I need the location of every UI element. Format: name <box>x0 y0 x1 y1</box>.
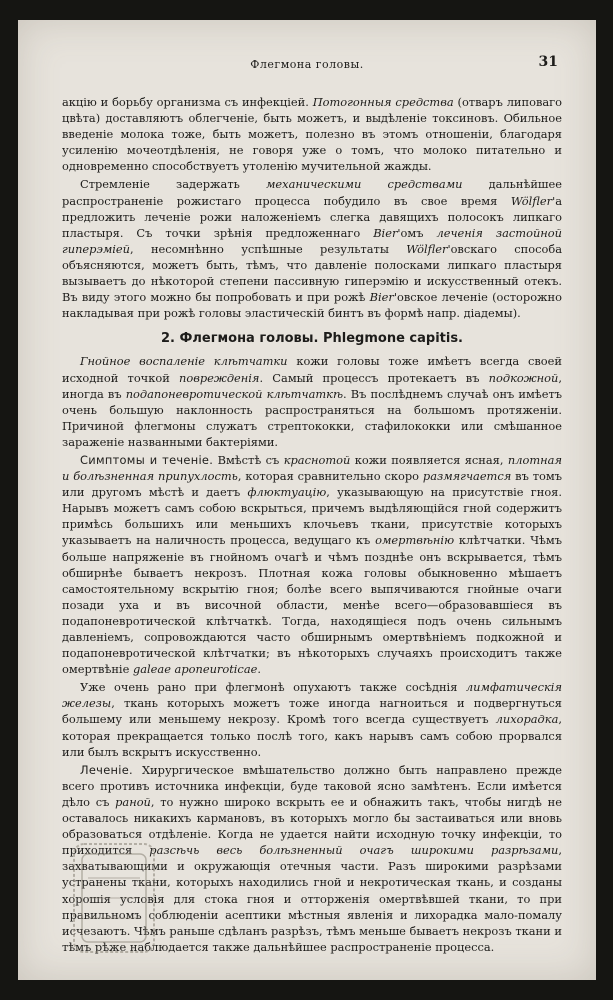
emphasis: леченія застойной гиперэміей <box>62 225 562 256</box>
text-run: . <box>257 662 261 677</box>
text-run: 'овскаго способа объясняются, можетъ быть, тѣмъ, что давленіе полосками липкаго пластыря вызываетъ до нѣкоторой степени пассивную гиперэмію и искусственный отекъ. Въ виду этого можно бы попробовать и при рожѣ <box>62 241 562 305</box>
emphasis: разсѣчь весь болѣзненный очагъ широкими разрѣзами <box>149 843 559 858</box>
paragraph <box>62 94 562 174</box>
page-header <box>18 54 596 82</box>
subsection-heading: Симптомы и теченіе. <box>80 452 214 467</box>
text-run: 'омъ <box>397 225 437 240</box>
text-run: клѣтчатки. Чѣмъ больше напряженіе въ гнойномъ очагѣ и чѣмъ позднѣе онъ вскрывается, тѣмъ обширнѣе бываетъ некрозъ. Плотная кожа головы обыкновенно мѣшаетъ самостоятельному вскрытію гноя; болѣе всего выпячиваются гнойные очаги позади уха и въ височной области, менѣе всего—образовавшіеся въ подапоневротической клѣтчаткѣ. Тогда, находящіеся подъ очень сильнымъ давленіемъ, сопровождаются часто обширнымъ омертвѣніемъ подкожной и подапоневротической клѣтчатки; въ нѣкоторыхъ случаяхъ происходитъ также омертвѣніе <box>62 533 562 677</box>
emphasis: лихорадка <box>495 712 559 727</box>
paragraph <box>62 452 562 677</box>
text-run: , то нужно широко вскрыть ее и обнажить такъ, чтобы нигдѣ не оставалось никакихъ кармановъ, въ которыхъ могло бы застаиваться или вновь образоваться отдѣленіе. Когда не удается найти исходную точку инфекціи, то приходится <box>62 794 562 858</box>
body-text <box>62 94 562 957</box>
paragraph <box>62 353 562 450</box>
emphasis: омертвѣнію <box>375 533 455 548</box>
text-run: , захватывающими и окружающія отечныя части. Разъ широкими разрѣзами устранены ткани, которыхъ находились гной и некротическая ткань, и созданы хорошія условія для стока гноя и отторженія омертвѣвшей ткани, то при правильномъ соблюденіи асептики мѣстныя явленія и лихорадка мало-помалу исчезаютъ. Чѣмъ раньше сдѣланъ разрѣзъ, тѣмъ меньше бываетъ некрозъ ткани и тѣмъ рѣже наблюдается также дальнѣйшее распространеніе процесса. <box>62 843 562 954</box>
subsection-heading: Леченіе. <box>80 762 133 777</box>
emphasis: размягчается <box>422 469 512 484</box>
text-run: 'а предложить леченіе рожи наложеніемъ слегка давящихъ полосокъ липкаго пластыря. Съ точки зрѣнія предложеннаго <box>62 193 562 240</box>
text-run: . Самый процессъ протекаетъ въ <box>259 370 489 385</box>
text-run: Хирургическое вмѣшательство должно быть направлено прежде всего противъ источника инфекціи, буде таковой ясно замѣтенъ. Если имѣется дѣло съ <box>62 762 562 809</box>
page-number: 31 <box>538 54 558 70</box>
emphasis: Гнойное воспаленіе клѣтчатки <box>80 354 288 369</box>
text-run: Вмѣстѣ съ <box>213 452 284 467</box>
latin-term: galeae aponeuroticae <box>132 662 258 677</box>
emphasis: поврежденія <box>179 370 260 385</box>
text-run: , ткань которыхъ можетъ тоже иногда нагноиться и подвергнуться большему или меньшему некрозу. Кромѣ того всегда существуетъ <box>62 696 562 727</box>
author-name: Wölfler <box>510 193 553 208</box>
library-stamp <box>68 838 160 958</box>
text-run: , иногда въ <box>62 370 562 401</box>
book-page <box>18 20 596 980</box>
text-run: , указывающую на присутствіе гноя. Нарывъ можетъ самъ собою вскрыться, причемъ выдѣляющійся гной содержитъ примѣсь большихъ или меньшихъ клочьевъ ткани, присутствіе которыхъ указываетъ на наличность процесса, ведущаго къ <box>62 485 562 548</box>
text-run: кожи появляется ясная, <box>350 452 508 467</box>
text-run: , которая прекращается только послѣ того, какъ нарывъ самъ собою прорвался или былъ вскрытъ искусственно. <box>62 712 562 759</box>
text-run: дальнѣйшее распространеніе рожистаго процесса побудило въ свое время <box>62 177 562 208</box>
emphasis: раной <box>115 794 151 809</box>
text-run: Стремленіе задержать <box>80 177 266 192</box>
section-title: 2. Флегмона головы. Phlegmone capitis. <box>160 331 463 347</box>
text-run: . Въ послѣднемъ случаѣ онъ имѣетъ очень большую наклонность распространяться на большомъ протяженіи. Причиной флегмоны служатъ стрептококки, стафилококки или смѣшанное зараженіе названными бактеріями. <box>62 386 563 449</box>
emphasis: механическими средствами <box>265 177 463 192</box>
text-run: Уже очень рано при флегмонѣ опухаютъ также сосѣднія <box>80 680 466 695</box>
paragraph <box>62 176 562 321</box>
emphasis: флюктуацію <box>247 485 327 500</box>
text-run: , которая сравнительно скоро <box>237 469 423 484</box>
text-run: акцію и борьбу организма съ инфекціей. <box>62 95 313 109</box>
author-name: Wölfler <box>406 241 448 256</box>
author-name: Bier <box>369 290 394 305</box>
text-run: 'овское леченіе (осторожно накладывая при рожѣ головы эластическій бинтъ въ формѣ напр. діадемы). <box>62 290 562 321</box>
text-run: , несомнѣнно успѣшные результаты <box>130 241 407 256</box>
emphasis: краснотой <box>283 452 351 467</box>
emphasis: плотная и болѣзненная припухлость <box>62 452 562 484</box>
author-name: Bier <box>373 225 398 240</box>
text-run: (отваръ липоваго цвѣта) доставляютъ облегченіе, быть можетъ, и выдѣленіе токсиновъ. Обильное введеніе молока тоже, быть можетъ, полезно въ этомъ отношеніи, благодаря усиленію мочеотдѣленія, не говоря уже о томъ, что молоко питательно и одновременно способствуетъ утоленію мучительной жажды. <box>62 95 562 174</box>
running-head: Флегмона головы. <box>250 58 364 71</box>
emphasis: Потогонныя средства <box>312 95 454 109</box>
emphasis: лимфатическія железы <box>62 680 562 711</box>
text-run: кожи головы тоже имѣетъ всегда своей исходной точкой <box>62 354 562 385</box>
emphasis: подкожной <box>488 370 559 385</box>
emphasis: подапоневротической клѣтчаткѣ <box>125 386 344 401</box>
paragraph <box>62 679 562 759</box>
text-run: въ томъ или другомъ мѣстѣ и даетъ <box>62 469 562 500</box>
